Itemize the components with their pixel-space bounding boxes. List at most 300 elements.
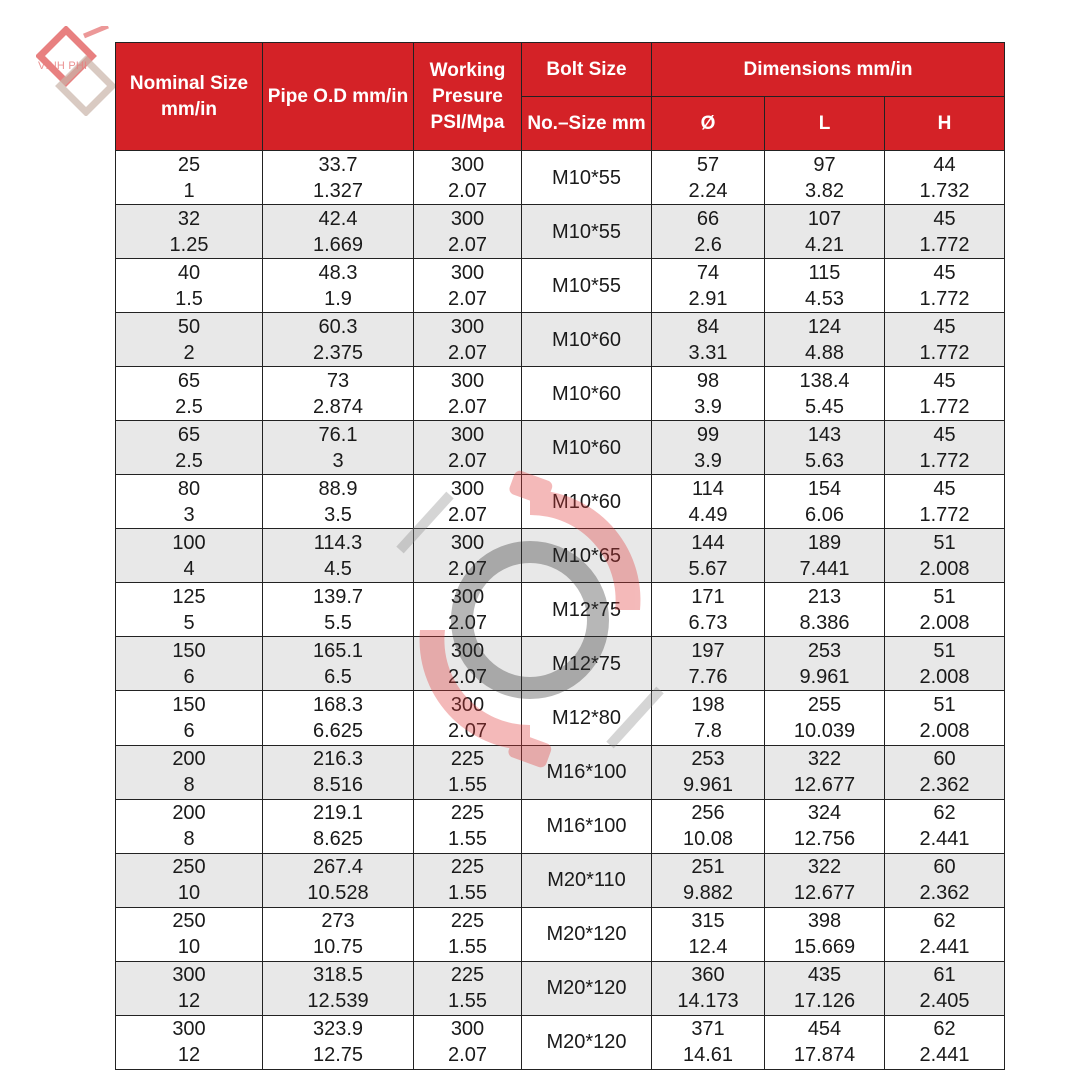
- cell-nominal-size-in: 12: [177, 990, 201, 1013]
- cell-dim-diameter-in: 9.961: [682, 774, 734, 797]
- cell-dim-height: [885, 583, 1005, 637]
- cell-nominal-size-in: 10: [177, 882, 201, 905]
- table-row: [116, 529, 1005, 583]
- cell-dim-length-mm: 435: [807, 964, 842, 987]
- cell-working-pressure-in: 2.07: [448, 611, 487, 634]
- cell-dim-height-in: 2.441: [919, 828, 970, 851]
- table-row: [116, 151, 1005, 205]
- cell-dim-length-in: 17.874: [793, 1044, 856, 1067]
- table-row: [116, 745, 1005, 799]
- cell-dim-height-in: 1.732: [919, 179, 970, 202]
- cell-nominal-size-mm: 200: [172, 748, 206, 771]
- table-row: [116, 421, 1005, 475]
- cell-nominal-size-in: 1.5: [175, 287, 203, 310]
- cell-working-pressure-in: 1.55: [448, 774, 487, 797]
- table-row: [116, 637, 1005, 691]
- cell-working-pressure-in: 2.07: [448, 1044, 487, 1067]
- cell-bolt-size: M10*55: [522, 205, 652, 259]
- cell-working-pressure-in: 2.07: [448, 179, 487, 202]
- cell-nominal-size-mm: 200: [172, 802, 206, 825]
- cell-dim-height-in: 1.772: [919, 395, 970, 418]
- cell-nominal-size-in: 10: [177, 936, 201, 959]
- cell-pipe-od: [263, 1015, 414, 1069]
- cell-nominal-size: [116, 205, 263, 259]
- cell-bolt-size: M10*65: [522, 529, 652, 583]
- cell-dim-length: [765, 529, 885, 583]
- cell-dim-length-in: 4.21: [805, 233, 844, 256]
- cell-dim-length-in: 4.88: [805, 341, 844, 364]
- cell-dim-diameter: [652, 907, 765, 961]
- cell-working-pressure: [414, 475, 522, 529]
- table-row: [116, 205, 1005, 259]
- cell-dim-height-mm: 60: [933, 748, 956, 771]
- cell-bolt-size: M20*120: [522, 907, 652, 961]
- cell-nominal-size: [116, 475, 263, 529]
- cell-pipe-od-in: 6.5: [324, 665, 352, 688]
- table-row: [116, 1015, 1005, 1069]
- cell-nominal-size-mm: 125: [172, 585, 206, 608]
- cell-bolt-size: M20*120: [522, 961, 652, 1015]
- cell-dim-diameter-in: 14.61: [682, 1044, 734, 1067]
- cell-pipe-od-mm: 60.3: [318, 315, 358, 338]
- cell-working-pressure-in: 2.07: [448, 503, 487, 526]
- cell-nominal-size-in: 12: [177, 1044, 201, 1067]
- cell-dim-height-in: 2.441: [919, 936, 970, 959]
- cell-dim-diameter-mm: 99: [696, 423, 720, 446]
- table-row: [116, 907, 1005, 961]
- specification-table: [115, 42, 1005, 1070]
- cell-working-pressure-mm: 300: [450, 1018, 485, 1041]
- cell-bolt-size: M16*100: [522, 745, 652, 799]
- cell-dim-height-mm: 60: [933, 856, 956, 879]
- cell-dim-height-in: 1.772: [919, 503, 970, 526]
- header-working-pressure: Working Presure PSI/Mpa: [414, 43, 522, 151]
- cell-working-pressure-mm: 225: [450, 856, 485, 879]
- cell-dim-length: [765, 961, 885, 1015]
- header-dim-height: H: [885, 97, 1005, 151]
- cell-nominal-size-mm: 150: [172, 639, 206, 662]
- cell-working-pressure-mm: 225: [450, 910, 485, 933]
- cell-dim-length: [765, 799, 885, 853]
- cell-dim-diameter: [652, 367, 765, 421]
- cell-pipe-od-mm: 267.4: [312, 856, 364, 879]
- cell-dim-height-in: 1.772: [919, 233, 970, 256]
- cell-dim-height-in: 2.362: [919, 882, 970, 905]
- cell-dim-length: [765, 367, 885, 421]
- cell-dim-diameter: [652, 205, 765, 259]
- cell-dim-length-mm: 115: [808, 261, 841, 284]
- cell-working-pressure: [414, 583, 522, 637]
- cell-dim-height-mm: 51: [933, 693, 956, 716]
- cell-bolt-size: M10*55: [522, 151, 652, 205]
- cell-dim-diameter-in: 9.882: [682, 882, 734, 905]
- cell-dim-height-mm: 45: [933, 315, 956, 338]
- cell-dim-height-mm: 45: [933, 261, 956, 284]
- cell-dim-diameter-mm: 198: [691, 693, 725, 716]
- cell-dim-length-in: 9.961: [799, 665, 850, 688]
- cell-bolt-size: M16*100: [522, 799, 652, 853]
- cell-pipe-od: [263, 907, 414, 961]
- cell-pipe-od-in: 1.327: [312, 179, 364, 202]
- cell-dim-height-in: 2.441: [919, 1044, 970, 1067]
- cell-working-pressure-in: 1.55: [448, 990, 487, 1013]
- cell-dim-height-mm: 61: [933, 964, 956, 987]
- cell-dim-height: [885, 475, 1005, 529]
- cell-working-pressure: [414, 745, 522, 799]
- cell-dim-length-mm: 189: [807, 531, 842, 554]
- cell-pipe-od: [263, 799, 414, 853]
- cell-nominal-size-mm: 80: [177, 477, 201, 500]
- cell-dim-diameter-mm: 98: [696, 369, 720, 392]
- cell-dim-height: [885, 799, 1005, 853]
- cell-dim-length: [765, 421, 885, 475]
- table-row: [116, 583, 1005, 637]
- cell-working-pressure: [414, 151, 522, 205]
- cell-dim-diameter: [652, 1015, 765, 1069]
- cell-dim-diameter-in: 14.173: [677, 990, 739, 1013]
- cell-pipe-od: [263, 205, 414, 259]
- cell-dim-length-mm: 138.4: [799, 369, 850, 392]
- cell-nominal-size: [116, 313, 263, 367]
- cell-dim-height-in: 1.772: [919, 341, 970, 364]
- cell-dim-height: [885, 691, 1005, 745]
- cell-dim-length-in: 12.677: [793, 774, 856, 797]
- cell-dim-height-mm: 51: [933, 585, 956, 608]
- logo-text: VINH PHI: [38, 60, 88, 72]
- cell-dim-length-mm: 253: [807, 639, 842, 662]
- cell-dim-height: [885, 367, 1005, 421]
- cell-dim-length-in: 5.63: [805, 449, 844, 472]
- cell-bolt-size: M12*75: [522, 637, 652, 691]
- cell-dim-height-mm: 62: [933, 1018, 956, 1041]
- cell-nominal-size: [116, 637, 263, 691]
- cell-dim-height-in: 2.362: [919, 774, 970, 797]
- cell-dim-height: [885, 1015, 1005, 1069]
- cell-working-pressure: [414, 853, 522, 907]
- cell-working-pressure-mm: 300: [450, 531, 485, 554]
- cell-nominal-size-in: 8: [183, 774, 195, 797]
- cell-dim-length-mm: 97: [813, 153, 836, 176]
- table-row: [116, 799, 1005, 853]
- cell-working-pressure-in: 1.55: [448, 936, 487, 959]
- table-row: [116, 691, 1005, 745]
- cell-pipe-od-in: 2.375: [312, 341, 364, 364]
- cell-bolt-size: M12*80: [522, 691, 652, 745]
- cell-dim-height-mm: 45: [933, 423, 956, 446]
- cell-dim-diameter-in: 2.6: [694, 233, 722, 256]
- cell-working-pressure: [414, 421, 522, 475]
- cell-dim-height-mm: 45: [933, 207, 956, 230]
- cell-working-pressure: [414, 907, 522, 961]
- cell-working-pressure: [414, 205, 522, 259]
- cell-pipe-od-mm: 219.1: [312, 802, 364, 825]
- cell-nominal-size-mm: 32: [177, 207, 201, 230]
- cell-dim-height-mm: 44: [933, 153, 956, 176]
- cell-dim-diameter-in: 7.76: [688, 665, 728, 688]
- cell-dim-height: [885, 907, 1005, 961]
- cell-dim-length: [765, 745, 885, 799]
- cell-nominal-size-in: 6: [183, 665, 195, 688]
- cell-dim-height-in: 2.008: [919, 557, 970, 580]
- cell-nominal-size-in: 2: [183, 341, 195, 364]
- cell-dim-diameter-in: 12.4: [688, 936, 728, 959]
- cell-dim-length: [765, 313, 885, 367]
- cell-pipe-od-in: 10.528: [307, 882, 369, 905]
- cell-nominal-size: [116, 691, 263, 745]
- cell-dim-diameter-mm: 144: [691, 531, 725, 554]
- cell-bolt-size: M10*60: [522, 367, 652, 421]
- header-bolt-size: Bolt Size: [522, 43, 652, 97]
- table-row: [116, 313, 1005, 367]
- cell-nominal-size-mm: 25: [177, 153, 201, 176]
- cell-dim-height-mm: 62: [933, 802, 956, 825]
- cell-pipe-od-mm: 73: [326, 369, 350, 392]
- cell-bolt-size: M20*120: [522, 1015, 652, 1069]
- cell-nominal-size: [116, 853, 263, 907]
- cell-dim-length: [765, 1015, 885, 1069]
- cell-working-pressure-mm: 300: [450, 585, 485, 608]
- cell-dim-length-in: 10.039: [793, 719, 856, 742]
- cell-dim-length-mm: 454: [807, 1018, 842, 1041]
- cell-dim-length: [765, 151, 885, 205]
- cell-working-pressure-mm: 300: [450, 369, 485, 392]
- cell-dim-length: [765, 475, 885, 529]
- cell-pipe-od-mm: 318.5: [312, 964, 364, 987]
- cell-dim-length-mm: 255: [807, 693, 842, 716]
- cell-dim-length: [765, 259, 885, 313]
- cell-dim-diameter-mm: 171: [691, 585, 725, 608]
- cell-dim-diameter: [652, 745, 765, 799]
- cell-dim-length-in: 8.386: [799, 611, 850, 634]
- cell-dim-length-in: 5.45: [805, 395, 844, 418]
- cell-nominal-size-mm: 100: [172, 531, 206, 554]
- cell-nominal-size-in: 2.5: [175, 449, 203, 472]
- cell-nominal-size: [116, 367, 263, 421]
- header-dim-diameter: Ø: [652, 97, 765, 151]
- cell-pipe-od: [263, 313, 414, 367]
- cell-dim-diameter-in: 10.08: [682, 828, 734, 851]
- cell-nominal-size-in: 8: [183, 828, 195, 851]
- cell-dim-diameter: [652, 961, 765, 1015]
- cell-working-pressure-in: 2.07: [448, 665, 487, 688]
- cell-dim-height-in: 2.008: [919, 719, 970, 742]
- cell-dim-height: [885, 745, 1005, 799]
- cell-bolt-size: M10*60: [522, 313, 652, 367]
- cell-pipe-od-in: 4.5: [324, 557, 352, 580]
- cell-pipe-od-mm: 42.4: [318, 207, 358, 230]
- cell-dim-diameter: [652, 799, 765, 853]
- cell-pipe-od: [263, 529, 414, 583]
- cell-working-pressure-mm: 225: [450, 748, 485, 771]
- cell-dim-diameter-mm: 315: [691, 910, 725, 933]
- cell-nominal-size-mm: 150: [172, 693, 206, 716]
- cell-working-pressure-in: 2.07: [448, 287, 487, 310]
- cell-dim-diameter-mm: 66: [696, 207, 720, 230]
- cell-working-pressure-mm: 300: [450, 477, 485, 500]
- cell-dim-length-mm: 213: [807, 585, 842, 608]
- cell-dim-length-mm: 154: [807, 477, 842, 500]
- cell-dim-diameter-mm: 197: [691, 639, 725, 662]
- table-row: [116, 853, 1005, 907]
- cell-dim-diameter-in: 6.73: [688, 611, 728, 634]
- cell-dim-height: [885, 853, 1005, 907]
- cell-dim-diameter: [652, 637, 765, 691]
- cell-dim-length-in: 17.126: [793, 990, 856, 1013]
- cell-working-pressure-in: 2.07: [448, 395, 487, 418]
- header-pipe-od: Pipe O.D mm/in: [263, 43, 414, 151]
- cell-dim-diameter-in: 2.24: [688, 179, 728, 202]
- cell-bolt-size: M20*110: [522, 853, 652, 907]
- cell-dim-height-in: 1.772: [919, 287, 970, 310]
- cell-nominal-size: [116, 961, 263, 1015]
- cell-dim-height-in: 2.008: [919, 611, 970, 634]
- header-bolt-no-size: No.–Size mm: [522, 97, 652, 151]
- cell-dim-diameter-in: 3.9: [694, 449, 722, 472]
- cell-dim-length-in: 12.756: [793, 828, 856, 851]
- cell-dim-diameter: [652, 259, 765, 313]
- cell-nominal-size-in: 2.5: [175, 395, 203, 418]
- cell-pipe-od-in: 6.625: [312, 719, 364, 742]
- cell-dim-height-mm: 62: [933, 910, 956, 933]
- cell-nominal-size: [116, 907, 263, 961]
- cell-pipe-od-in: 1.669: [312, 233, 364, 256]
- cell-working-pressure: [414, 637, 522, 691]
- cell-dim-diameter: [652, 313, 765, 367]
- cell-dim-diameter-mm: 251: [691, 856, 725, 879]
- cell-dim-diameter-mm: 57: [696, 153, 720, 176]
- cell-working-pressure-in: 2.07: [448, 449, 487, 472]
- cell-dim-height-in: 1.772: [919, 449, 970, 472]
- cell-pipe-od: [263, 151, 414, 205]
- cell-dim-diameter: [652, 529, 765, 583]
- cell-dim-diameter: [652, 475, 765, 529]
- cell-dim-length-in: 6.06: [805, 503, 844, 526]
- cell-pipe-od-mm: 114.3: [313, 531, 363, 554]
- cell-pipe-od: [263, 961, 414, 1015]
- cell-working-pressure-in: 2.07: [448, 557, 487, 580]
- table-row: [116, 367, 1005, 421]
- cell-dim-height-in: 2.405: [919, 990, 970, 1013]
- cell-nominal-size-in: 1.25: [169, 233, 209, 256]
- cell-dim-diameter-mm: 253: [691, 748, 725, 771]
- cell-dim-height-in: 2.008: [919, 665, 970, 688]
- cell-working-pressure-mm: 225: [450, 802, 485, 825]
- cell-working-pressure-mm: 225: [450, 964, 485, 987]
- cell-nominal-size-in: 3: [183, 503, 195, 526]
- cell-dim-diameter-in: 2.91: [688, 287, 728, 310]
- cell-dim-height: [885, 529, 1005, 583]
- table-row: [116, 259, 1005, 313]
- cell-pipe-od-in: 12.75: [312, 1044, 364, 1067]
- cell-nominal-size: [116, 529, 263, 583]
- cell-pipe-od-mm: 323.9: [312, 1018, 364, 1041]
- cell-dim-length: [765, 205, 885, 259]
- cell-dim-height: [885, 961, 1005, 1015]
- cell-working-pressure-mm: 300: [450, 153, 485, 176]
- cell-nominal-size-in: 4: [183, 557, 195, 580]
- cell-dim-height: [885, 151, 1005, 205]
- cell-dim-length-in: 3.82: [805, 179, 844, 202]
- cell-working-pressure: [414, 259, 522, 313]
- cell-nominal-size-mm: 250: [172, 910, 206, 933]
- cell-pipe-od: [263, 367, 414, 421]
- cell-pipe-od-mm: 273: [321, 910, 355, 933]
- cell-nominal-size-in: 1: [183, 179, 195, 202]
- cell-dim-diameter-in: 3.31: [688, 341, 728, 364]
- header-dim-length: L: [765, 97, 885, 151]
- cell-pipe-od-mm: 165.1: [312, 639, 364, 662]
- cell-pipe-od: [263, 691, 414, 745]
- cell-dim-length-in: 4.53: [805, 287, 844, 310]
- cell-nominal-size-mm: 50: [177, 315, 201, 338]
- cell-pipe-od-mm: 216.3: [312, 748, 364, 771]
- cell-bolt-size: M10*60: [522, 421, 652, 475]
- cell-nominal-size-mm: 250: [172, 856, 206, 879]
- cell-nominal-size-mm: 65: [177, 423, 201, 446]
- cell-pipe-od-in: 8.516: [312, 774, 364, 797]
- cell-nominal-size: [116, 259, 263, 313]
- cell-dim-length-mm: 322: [807, 856, 842, 879]
- cell-dim-height-mm: 51: [933, 639, 956, 662]
- cell-pipe-od-in: 2.874: [312, 395, 364, 418]
- cell-bolt-size: M10*55: [522, 259, 652, 313]
- cell-bolt-size: M12*75: [522, 583, 652, 637]
- cell-dim-length: [765, 907, 885, 961]
- cell-dim-diameter-in: 4.49: [688, 503, 728, 526]
- cell-dim-length-in: 7.441: [799, 557, 850, 580]
- cell-pipe-od: [263, 475, 414, 529]
- cell-dim-length-mm: 398: [807, 910, 842, 933]
- header-dimensions: Dimensions mm/in: [652, 43, 1005, 97]
- cell-dim-diameter-in: 5.67: [688, 557, 728, 580]
- cell-working-pressure-in: 2.07: [448, 341, 487, 364]
- cell-dim-height-mm: 45: [933, 369, 956, 392]
- cell-dim-diameter-in: 3.9: [694, 395, 722, 418]
- cell-nominal-size-mm: 65: [177, 369, 201, 392]
- cell-nominal-size-mm: 300: [172, 1018, 206, 1041]
- cell-nominal-size-in: 6: [183, 719, 195, 742]
- cell-working-pressure-in: 1.55: [448, 828, 487, 851]
- cell-nominal-size: [116, 1015, 263, 1069]
- cell-dim-length-mm: 124: [807, 315, 842, 338]
- cell-nominal-size-in: 5: [183, 611, 195, 634]
- cell-dim-length-in: 12.677: [793, 882, 856, 905]
- cell-working-pressure-mm: 300: [450, 693, 485, 716]
- cell-working-pressure: [414, 1015, 522, 1069]
- cell-working-pressure-in: 1.55: [448, 882, 487, 905]
- cell-nominal-size-mm: 40: [177, 261, 201, 284]
- cell-pipe-od-in: 1.9: [324, 287, 352, 310]
- cell-working-pressure-mm: 300: [450, 207, 485, 230]
- cell-dim-height: [885, 637, 1005, 691]
- cell-bolt-size: M10*60: [522, 475, 652, 529]
- cell-dim-length: [765, 637, 885, 691]
- table-row: [116, 475, 1005, 529]
- cell-dim-height: [885, 259, 1005, 313]
- cell-dim-height-mm: 51: [933, 531, 956, 554]
- table-body: [116, 151, 1005, 1070]
- cell-dim-diameter: [652, 583, 765, 637]
- cell-dim-height: [885, 205, 1005, 259]
- table-row: [116, 961, 1005, 1015]
- cell-pipe-od: [263, 259, 414, 313]
- cell-dim-length-mm: 143: [807, 423, 842, 446]
- cell-working-pressure-mm: 300: [450, 423, 485, 446]
- cell-pipe-od: [263, 421, 414, 475]
- cell-pipe-od-mm: 139.7: [312, 585, 364, 608]
- cell-pipe-od: [263, 745, 414, 799]
- cell-dim-diameter: [652, 691, 765, 745]
